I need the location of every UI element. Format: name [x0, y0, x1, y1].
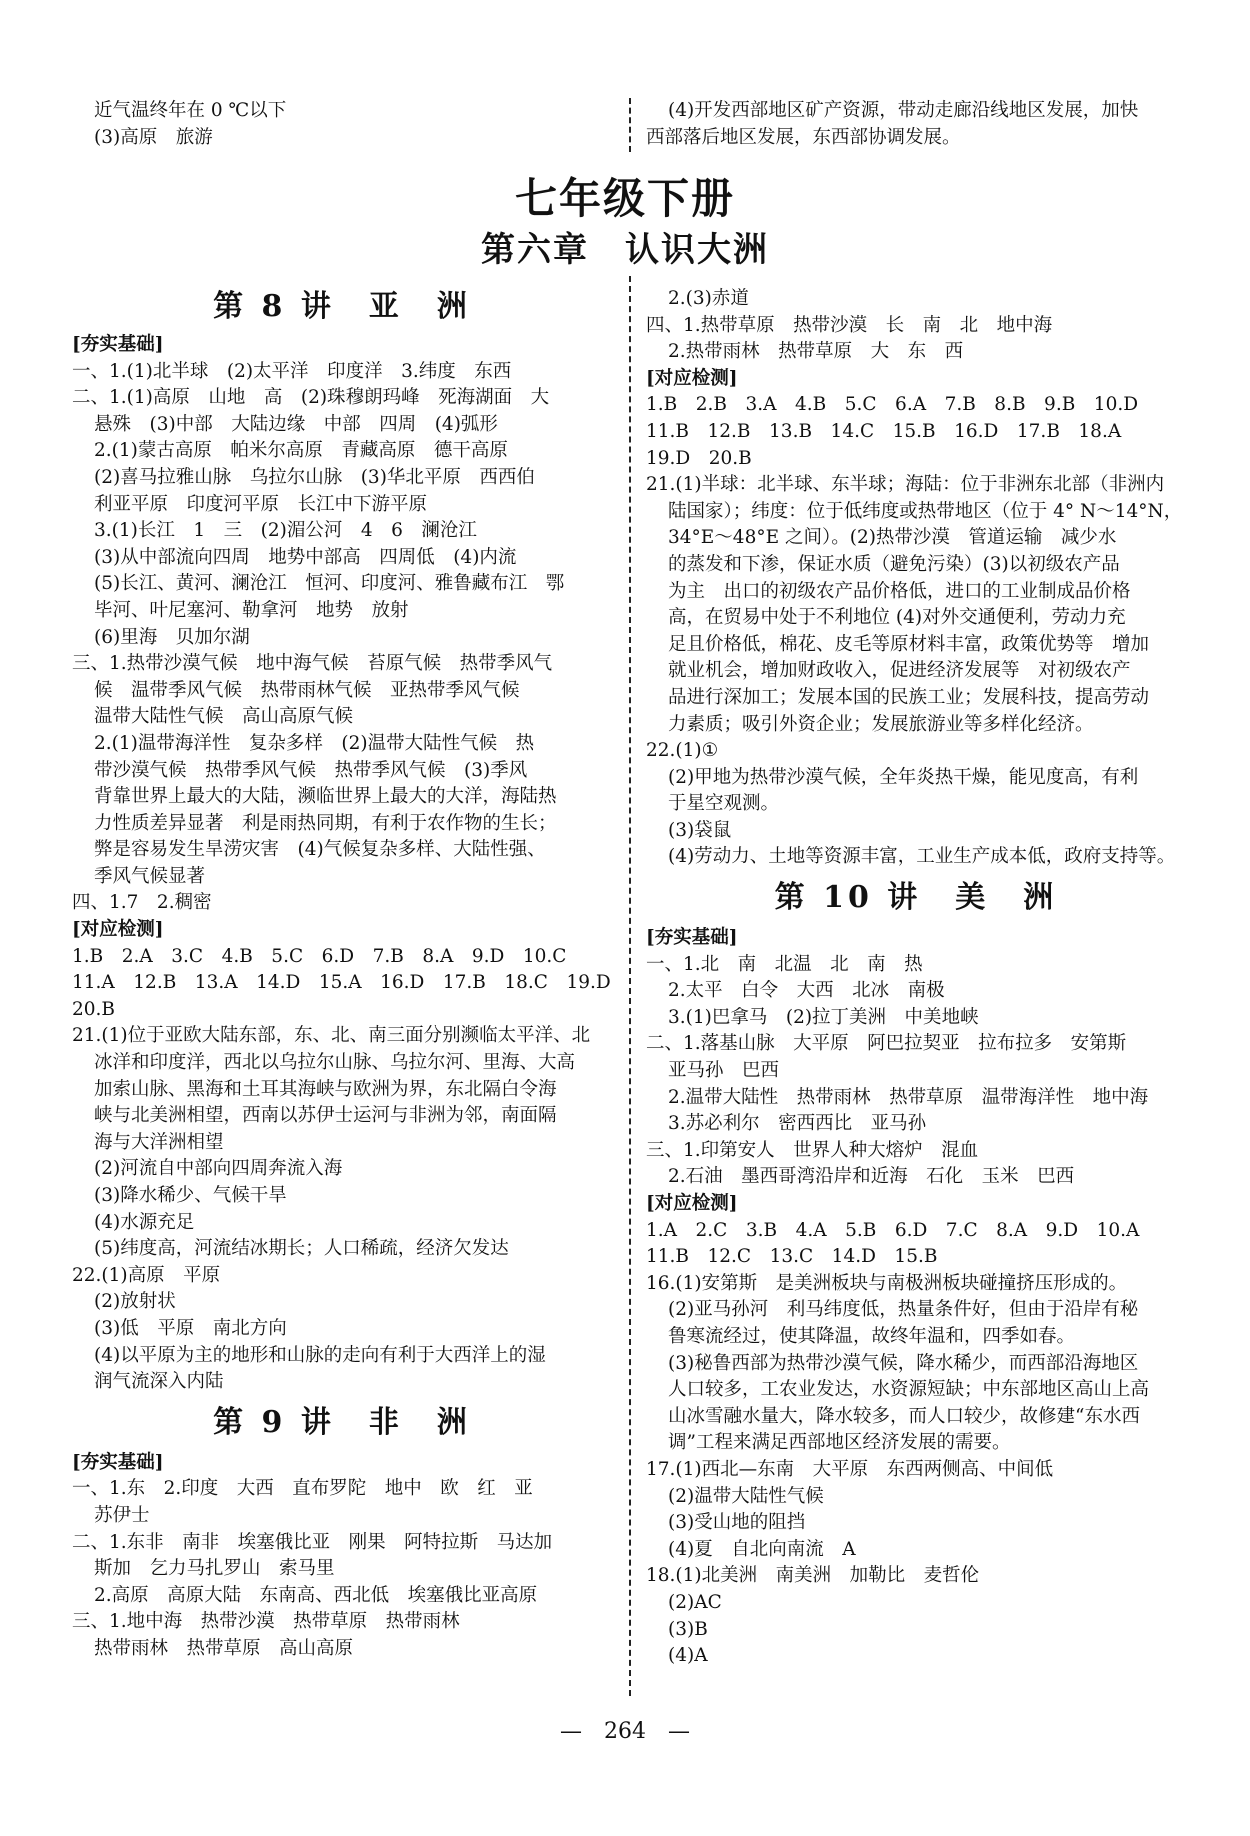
lecture-title-9: 第 9 讲 非 洲	[213, 1404, 471, 1440]
text-line: 足且价格低，棉花、皮毛等原材料丰富，政策优势等 增加	[668, 633, 1150, 655]
text-line: (4)夏 自北向南流 A	[668, 1538, 856, 1560]
text-line: 的蒸发和下渗，保证水质（避免污染）(3)以初级农产品	[668, 553, 1120, 575]
text-line: (4)水源充足	[94, 1211, 195, 1233]
chapter-title: 第六章 认识大洲	[481, 230, 769, 270]
text-line: 22.(1)①	[646, 740, 719, 762]
text-line: (3)B	[668, 1618, 708, 1640]
text-line: (2)温带大陆性气候	[668, 1485, 824, 1507]
text-line: 于星空观测。	[668, 793, 780, 815]
text-line: (2)甲地为热带沙漠气候，全年炎热干燥，能见度高，有利	[668, 766, 1139, 788]
text-line: 20.B	[72, 998, 116, 1020]
text-line: 力素质；吸引外资企业；发展旅游业等多样化经济。	[668, 713, 1094, 735]
text-line: 四、1.热带草原 热带沙漠 长 南 北 地中海	[646, 314, 1053, 336]
text-line: 近气温终年在 0 ℃以下	[94, 100, 287, 121]
text-line: 一、1.北 南 北温 北 南 热	[646, 953, 923, 975]
text-line: (3)高原 旅游	[94, 126, 213, 148]
text-line: 34°E～48°E 之间）。(2)热带沙漠 管道运输 减少水	[668, 527, 1117, 549]
text-line: 2.(3)赤道	[668, 288, 749, 309]
text-line: 三、1.热带沙漠气候 地中海气候 苔原气候 热带季风气	[72, 653, 553, 675]
text-line: 峡与北美洲相望，西南以苏伊士运河与非洲为邻，南面隔	[94, 1105, 557, 1127]
text-line: 斯加 乞力马扎罗山 索马里	[94, 1558, 335, 1580]
text-line: 候 温带季风气候 热带雨林气候 亚热带季风气候	[94, 679, 520, 701]
text-line: 21.(1)半球：北半球、东半球；海陆：位于非洲东北部（非洲内	[646, 474, 1165, 496]
text-line: 2.太平 白令 大西 北冰 南极	[668, 980, 945, 1002]
text-line: 1.B 2.A 3.C 4.B 5.C 6.D 7.B 8.A 9.D 10.C	[72, 945, 567, 967]
text-line: 三、1.地中海 热带沙漠 热带草原 热带雨林	[72, 1611, 460, 1633]
text-line: 一、1.(1)北半球 (2)太平洋 印度洋 3.纬度 东西	[72, 360, 512, 382]
section-label: [夯实基础]	[72, 1451, 164, 1473]
text-line: 三、1.印第安人 世界人种大熔炉 混血	[646, 1139, 979, 1161]
text-line: 热带雨林 热带草原 高山高原	[94, 1637, 354, 1659]
text-line: 16.(1)安第斯 是美洲板块与南极洲板块碰撞挤压形成的。	[646, 1272, 1128, 1294]
text-line: 利亚平原 印度河平原 长江中下游平原	[94, 493, 428, 515]
text-line: 2.石油 墨西哥湾沿岸和近海 石化 玉米 巴西	[668, 1166, 1075, 1188]
top-left-block	[72, 98, 612, 151]
lecture-title-8: 第 8 讲 亚 洲	[213, 289, 471, 324]
column-divider	[629, 98, 631, 152]
text-line: (2)喜马拉雅山脉 乌拉尔山脉 (3)华北平原 西西伯	[94, 466, 535, 488]
text-line: 鲁寒流经过，使其降温，故终年温和，四季如春。	[668, 1325, 1076, 1347]
text-line: 人口较多，工农业发达，水资源短缺；中东部地区高山上高	[668, 1379, 1150, 1401]
section-label: [对应检测]	[646, 367, 738, 389]
text-line: 加索山脉、黑海和土耳其海峡与欧洲为界，东北隔白令海	[94, 1078, 557, 1100]
lecture-title-10: 第 10 讲 美 洲	[774, 880, 1058, 916]
text-line: (3)袋鼠	[668, 819, 732, 841]
text-line: 弊是容易发生旱涝灾害 (4)气候复杂多样、大陆性强、	[94, 839, 546, 861]
text-line: (3)从中部流向四周 地势中部高 四周低 (4)内流	[94, 546, 517, 568]
book-title: 七年级下册	[514, 174, 735, 223]
left-column	[72, 282, 612, 1663]
text-line: (5)长江、黄河、澜沧江 恒河、印度河、雅鲁藏布江 鄂	[94, 573, 565, 595]
text-line: 苏伊士	[94, 1504, 150, 1526]
text-line: (2)放射状	[94, 1291, 176, 1313]
text-line: 19.D 20.B	[646, 447, 752, 469]
text-line: 2.热带雨林 热带草原 大 东 西	[668, 341, 964, 363]
text-line: (4)开发西部地区矿产资源，带动走廊沿线地区发展，加快	[668, 100, 1139, 121]
text-line: 陆国家）；纬度：位于低纬度或热带地区（位于 4° N～14°N，	[668, 500, 1183, 522]
top-right-block	[646, 98, 1186, 151]
text-line: 3.(1)巴拿马 (2)拉丁美洲 中美地峡	[668, 1006, 979, 1028]
text-line: (6)里海 贝加尔湖	[94, 626, 250, 648]
text-line: 3.(1)长江 1 三 (2)湄公河 4 6 澜沧江	[94, 520, 477, 542]
text-line: 润气流深入内陆	[94, 1371, 224, 1393]
section-label: [对应检测]	[72, 919, 164, 941]
text-line: 山冰雪融水量大，降水较多，而人口较少，故修建“东水西	[668, 1405, 1140, 1427]
text-line: 11.A 12.B 13.A 14.D 15.A 16.D 17.B 18.C 19.D	[72, 972, 611, 994]
text-line: (3)降水稀少、气候干旱	[94, 1185, 287, 1206]
text-line: 悬殊 (3)中部 大陆边缘 中部 四周 (4)弧形	[94, 413, 498, 435]
text-line: 亚马孙 巴西	[668, 1060, 780, 1082]
text-line: 高，在贸易中处于不利地位 (4)对外交通便利，劳动力充	[668, 607, 1126, 629]
text-line: 就业机会，增加财政收入，促进经济发展等 对初级农产	[668, 660, 1131, 682]
text-line: 11.B 12.C 13.C 14.D 15.B	[646, 1246, 938, 1268]
text-line: 2.(1)蒙古高原 帕米尔高原 青藏高原 德干高原	[94, 440, 508, 462]
text-line: 品进行深加工；发展本国的民族工业；发展科技，提高劳动	[668, 686, 1150, 708]
text-line: (3)秘鲁西部为热带沙漠气候，降水稀少，而西部沿海地区	[668, 1352, 1139, 1374]
text-line: 西部落后地区发展，东西部协调发展。	[646, 126, 961, 148]
text-line: 18.(1)北美洲 南美洲 加勒比 麦哲伦	[646, 1565, 980, 1587]
text-line: 季风气候显著	[94, 865, 206, 887]
text-line: 二、1.(1)高原 山地 高 (2)珠穆朗玛峰 死海湖面 大	[72, 387, 550, 409]
text-line: 四、1.7 2.稠密	[72, 892, 212, 914]
text-line: 2.温带大陆性 热带雨林 热带草原 温带海洋性 地中海	[668, 1086, 1149, 1108]
text-line: (2)亚马孙河 利马纬度低，热量条件好，但由于沿岸有秘	[668, 1299, 1139, 1321]
text-line: 冰洋和印度洋，西北以乌拉尔山脉、乌拉尔河、里海、大高	[94, 1052, 576, 1074]
text-line: (2)AC	[668, 1591, 722, 1613]
right-column	[646, 286, 1186, 1670]
text-line: 2.(1)温带海洋性 复杂多样 (2)温带大陆性气候 热	[94, 732, 535, 754]
text-line: 海与大洋洲相望	[94, 1131, 224, 1153]
text-line: (2)河流自中部向四周奔流入海	[94, 1158, 343, 1180]
section-label: [夯实基础]	[646, 927, 738, 949]
text-line: 二、1.东非 南非 埃塞俄比亚 刚果 阿特拉斯 马达加	[72, 1531, 553, 1553]
section-label: [夯实基础]	[72, 334, 164, 355]
text-line: (5)纬度高，河流结冰期长；人口稀疏，经济欠发达	[94, 1238, 509, 1260]
text-line: (4)A	[668, 1645, 708, 1667]
text-line: 11.B 12.B 13.B 14.C 15.B 16.D 17.B 18.A	[646, 420, 1122, 442]
text-line: (4)劳动力、土地等资源丰富，工业生产成本低，政府支持等。	[668, 846, 1176, 868]
text-line: (3)低 平原 南北方向	[94, 1317, 287, 1339]
text-line: 调”工程来满足西部地区经济发展的需要。	[668, 1432, 1011, 1454]
text-line: 力性质差异显著 利是雨热同期，有利于农作物的生长；	[94, 812, 557, 834]
text-line: 温带大陆性气候 高山高原气候	[94, 706, 354, 728]
text-line: (4)以平原为主的地形和山脉的走向有利于大西洋上的湿	[94, 1344, 546, 1366]
page-number: — 264 —	[560, 1719, 690, 1744]
text-line: 带沙漠气候 热带季风气候 热带季风气候 (3)季风	[94, 759, 528, 781]
text-line: 1.B 2.B 3.A 4.B 5.C 6.A 7.B 8.B 9.B 10.D	[646, 394, 1139, 416]
section-label: [对应检测]	[646, 1193, 738, 1214]
text-line: 2.高原 高原大陆 东南高、西北低 埃塞俄比亚高原	[94, 1584, 538, 1606]
column-divider	[629, 276, 631, 1696]
text-line: 二、1.落基山脉 大平原 阿巴拉契亚 拉布拉多 安第斯	[646, 1033, 1127, 1055]
text-line: (3)受山地的阻挡	[668, 1512, 806, 1534]
text-line: 毕河、叶尼塞河、勒拿河 地势 放射	[94, 599, 409, 621]
text-line: 22.(1)高原 平原	[72, 1264, 221, 1286]
text-line: 17.(1)西北—东南 大平原 东西两侧高、中间低	[646, 1458, 1054, 1480]
text-line: 一、1.东 2.印度 大西 直布罗陀 地中 欧 红 亚	[72, 1478, 533, 1500]
text-line: 3.苏必利尔 密西西比 亚马孙	[668, 1113, 927, 1135]
text-line: 背靠世界上最大的大陆，濒临世界上最大的大洋，海陆热	[94, 786, 557, 808]
text-line: 21.(1)位于亚欧大陆东部，东、北、南三面分别濒临太平洋、北	[72, 1025, 591, 1047]
text-line: 1.A 2.C 3.B 4.A 5.B 6.D 7.C 8.A 9.D 10.A	[646, 1219, 1140, 1241]
text-line: 为主 出口的初级农产品价格低，进口的工业制成品价格	[668, 580, 1131, 602]
